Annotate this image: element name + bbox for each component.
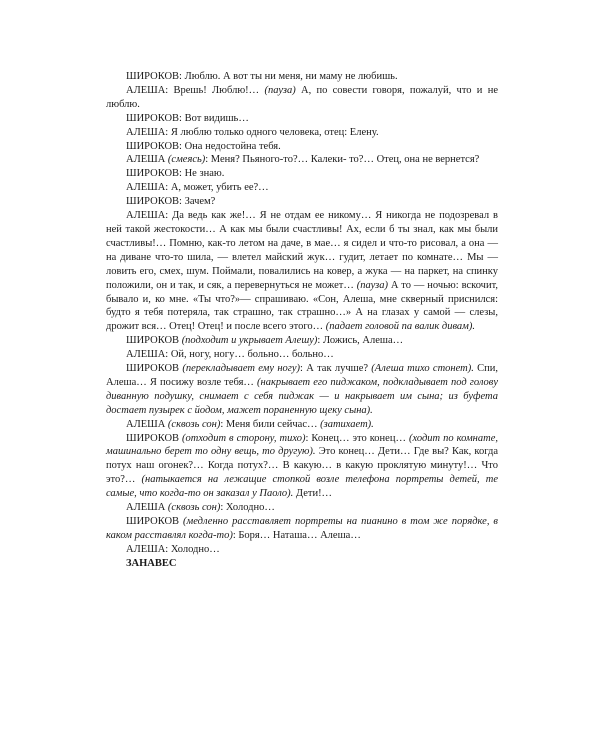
dialogue-text: Дети!… — [293, 488, 333, 500]
dialogue-text: ШИРОКОВ — [126, 516, 184, 527]
dialogue-line — [106, 181, 498, 195]
dialogue-line — [106, 84, 498, 112]
stage-direction: (подходит и укрывает Алешу) — [181, 335, 318, 347]
stage-direction: (сквозь сон) — [167, 418, 221, 430]
dialogue-text: АЛЕША: Врешь! Люблю!… — [126, 84, 265, 96]
dialogue-text: ШИРОКОВ — [126, 335, 182, 347]
stage-direction: (Алеша тихо стонет). — [371, 363, 474, 375]
dialogue-line — [106, 209, 498, 334]
stage-direction: (затихает). — [320, 418, 374, 430]
dialogue-line — [106, 515, 498, 543]
dialogue-text: Спи, Алеша… Я посижу возле тебя… — [106, 363, 499, 388]
stage-direction: (накрывает его пиджаком, подкладывает под голову диванную подушку, снимает с себя пиджак — и накрывает им сына; из буфета достает пузырек с йодом, мажет пораненную щеку сына). — [106, 376, 498, 416]
dialogue-text: ШИРОКОВ: Люблю. А вот ты ни меня, ни маму не любишь. — [126, 71, 398, 82]
dialogue-text: ШИРОКОВ: Зачем? — [126, 196, 216, 208]
dialogue-text: Это конец… Дети… Где вы? Как, когда потух наш огонек?… Когда потух?… В какую… в какую проклятую минуту!… Что это?… — [106, 446, 498, 486]
stage-direction: (сквозь сон) — [167, 502, 221, 514]
curtain-text: ЗАНАВЕС — [126, 557, 177, 569]
stage-direction: (пауза) — [356, 279, 388, 291]
dialogue-line — [106, 112, 498, 126]
dialogue-text: АЛЕША — [126, 154, 168, 166]
dialogue-text: АЛЕША — [126, 502, 168, 514]
dialogue-line — [106, 543, 498, 557]
dialogue-text: АЛЕША: Ой, ногу, ногу… больно… больно… — [126, 349, 334, 361]
dialogue-line — [106, 418, 498, 432]
dialogue-text: А то — ночью: вскочит, бывало и, ко мне. «Ты что?»— спрашиваю. «Сон, Алеша, мне скверный приснился: будто я тебя потеряла, так страшно, так страшно…» А на глазах у самой — слезы, дрожит вся… Отец! Отец! и после всего этого… — [106, 279, 498, 333]
stage-direction: (натыкается на лежащие стопкой возле телефона портреты детей, те самые, что когда-то он заказал у Паоло). — [106, 474, 498, 500]
dialogue-text: АЛЕША: Холодно… — [126, 543, 220, 555]
dialogue-text: : Конец… это конец… — [305, 432, 409, 444]
stage-direction: (пауза) — [264, 84, 296, 96]
dialogue-text: А, по совести говоря, пожалуй, что и не люблю. — [106, 84, 498, 110]
stage-direction: (смеясь) — [167, 154, 206, 166]
dialogue-line — [106, 501, 498, 515]
dialogue-line — [106, 334, 498, 348]
dialogue-text: АЛЕША: Я люблю только одного человека, отец: Елену. — [126, 126, 379, 138]
dialogue-text: : Ложись, Алеша… — [317, 335, 404, 347]
stage-direction: (перекладывает ему ногу) — [182, 363, 301, 375]
dialogue-line — [106, 167, 498, 181]
dialogue-text: : Боря… Наташа… Алеша… — [232, 529, 361, 541]
stage-direction: (падает головой па валик дивам). — [325, 321, 476, 333]
dialogue-text: АЛЕША — [126, 418, 168, 430]
dialogue-text: ШИРОКОВ: Вот видишь… — [126, 112, 249, 124]
dialogue-line — [106, 153, 498, 167]
dialogue-text: ШИРОКОВ: Она недостойна тебя. — [126, 140, 281, 152]
dialogue-text: ШИРОКОВ — [126, 432, 183, 444]
dialogue-text: : Меня? Пьяного-то?… Калеки- то?… Отец, она не вернется? — [205, 154, 480, 166]
dialogue-line — [106, 348, 498, 362]
play-page — [106, 70, 498, 571]
dialogue-line — [106, 70, 498, 84]
dialogue-line — [106, 126, 498, 140]
dialogue-line — [106, 362, 498, 418]
dialogue-text: : Меня били сейчас… — [220, 418, 321, 430]
dialogue-line — [106, 140, 498, 154]
dialogue-line — [106, 432, 498, 502]
stage-direction: (медленно расставляет портреты на пианино в том же порядке, в каком расставлял когда-то) — [106, 516, 498, 541]
dialogue-text: ШИРОКОВ: Не знаю. — [126, 168, 225, 180]
dialogue-text: АЛЕША: А, может, убить ее?… — [126, 182, 269, 194]
dialogue-text: АЛЕША: Да ведь как же!… Я не отдам ее никому… Я никогда не подозревал в ней такой жестокости… А как мы были счастливы! Ах, если б ты знал, как мы были счастливы!… Помню, как-то летом на даче, в мае… я сидел и что-то рисовал, а она — на диване что-то шила, — влетел майский жук… гудит, летает по комнате… Мы — ловить его, смех, шум. Поймали, повалились на ковер, а жука — на паркет, на спинку положили, он и так, и сяк, а перевернуться не может… — [106, 210, 498, 291]
stage-direction: (ходит по комнате, машинально берет то одну вещь, то другую). — [106, 432, 498, 458]
dialogue-text: : Холодно… — [220, 502, 275, 514]
dialogue-line — [106, 195, 498, 209]
dialogue-text: ШИРОКОВ — [126, 363, 183, 375]
dialogue-text: : А так лучше? — [300, 363, 372, 375]
stage-direction: (отходит в сторону, тихо) — [182, 432, 306, 444]
